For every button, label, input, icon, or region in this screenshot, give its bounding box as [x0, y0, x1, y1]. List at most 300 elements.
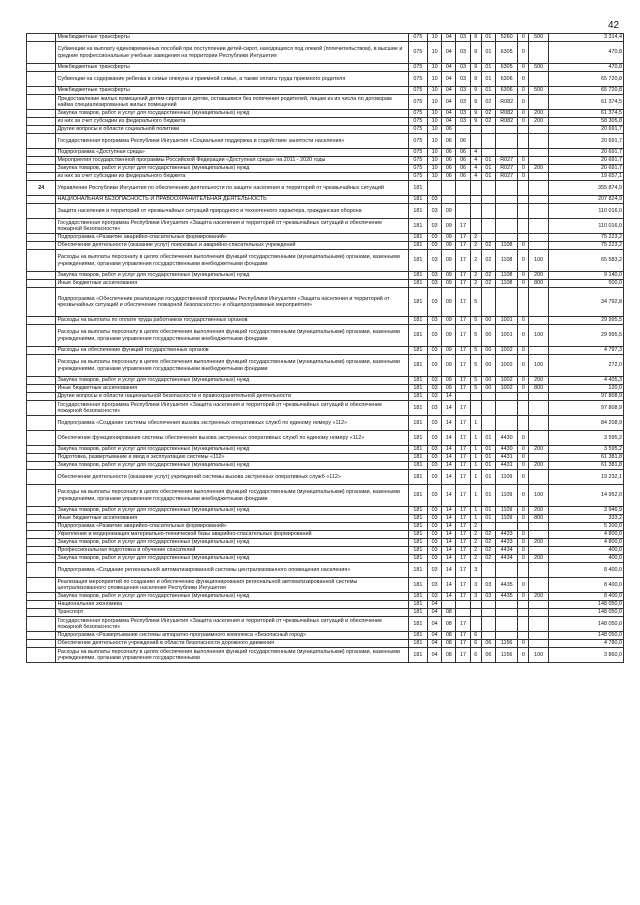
item-name-cell: Закупка товаров, работ и услуг для государственных (муниципальных) нужд [56, 507, 408, 515]
row-number-cell [27, 485, 56, 507]
direction-cell: 4430 [495, 446, 517, 454]
subsection-cell: 09 [442, 355, 456, 377]
program-cell: 17 [456, 401, 470, 416]
section-cell: 10 [428, 149, 442, 157]
event-cell: 01 [481, 173, 495, 181]
subsection-cell: 04 [442, 42, 456, 64]
grbs-cell: 181 [408, 507, 427, 515]
grbs-cell: 181 [408, 470, 427, 485]
extra-cell [518, 234, 529, 242]
section-cell: 10 [428, 87, 442, 95]
event-cell: 02 [481, 539, 495, 547]
subsection-cell: 09 [442, 219, 456, 234]
subsection-cell [442, 601, 456, 609]
item-name-cell: Транспорт [56, 609, 408, 617]
expense-type-cell [529, 393, 548, 401]
section-cell: 03 [428, 523, 442, 531]
item-name-cell: Подпрограмма «Развитие аварийно-спасательных формирований» [56, 523, 408, 531]
section-cell: 10 [428, 118, 442, 126]
subprogram-cell: 9 [470, 118, 481, 126]
amount-cell: 75 223,2 [548, 242, 623, 250]
table-row [27, 347, 624, 355]
item-name-cell: Мероприятия государственной программы Российской Федерации «Доступная среда» на 2011 - 2020 годы [56, 157, 408, 165]
row-number-cell [27, 507, 56, 515]
extra-cell: 0 [518, 507, 529, 515]
extra-cell: 0 [518, 280, 529, 288]
row-number-cell [27, 416, 56, 431]
grbs-cell: 181 [408, 204, 427, 219]
extra-cell: 0 [518, 648, 529, 663]
row-number-cell [27, 149, 56, 157]
program-cell: 17 [456, 539, 470, 547]
extra-cell [518, 288, 529, 317]
expense-type-cell [529, 632, 548, 640]
extra-cell: 0 [518, 555, 529, 563]
subprogram-cell: 2 [470, 547, 481, 555]
grbs-cell: 181 [408, 280, 427, 288]
program-cell: 17 [456, 578, 470, 593]
row-number-cell [27, 134, 56, 149]
subprogram-cell: 6 [470, 640, 481, 648]
extra-cell: 0 [518, 173, 529, 181]
extra-cell: 0 [518, 640, 529, 648]
row-number-cell [27, 609, 56, 617]
table-row [27, 640, 624, 648]
subsection-cell: 09 [442, 234, 456, 242]
row-number-cell [27, 385, 56, 393]
program-cell: 03 [456, 42, 470, 64]
amount-cell: 29 995,5 [548, 325, 623, 347]
expense-type-cell [529, 134, 548, 149]
row-number-cell [27, 219, 56, 234]
amount-cell: 148 050,0 [548, 609, 623, 617]
event-cell: 02 [481, 110, 495, 118]
program-cell: 17 [456, 250, 470, 272]
item-name-cell: Закупка товаров, работ и услуг для государственных (муниципальных) нужд [56, 272, 408, 280]
table-row [27, 250, 624, 272]
subsection-cell: 14 [442, 515, 456, 523]
subprogram-cell: 5 [470, 325, 481, 347]
table-row [27, 87, 624, 95]
item-name-cell: Подпрограмма «Создание региональной автоматизированной системы централизованного оповещения населения» [56, 563, 408, 578]
expense-type-cell [529, 416, 548, 431]
subprogram-cell: 9 [470, 95, 481, 110]
grbs-cell: 181 [408, 431, 427, 446]
subprogram-cell: 5 [470, 317, 481, 325]
extra-cell: 0 [518, 157, 529, 165]
subsection-cell: 14 [442, 416, 456, 431]
subprogram-cell: 9 [470, 110, 481, 118]
event-cell [481, 134, 495, 149]
table-row [27, 446, 624, 454]
item-name-cell: Профессиональная подготовка и обучение спасателей [56, 547, 408, 555]
item-name-cell: Реализация мероприятий по созданию и обеспечению функционирования региональной автоматизированной системы централизованного оповещения населения Республики Ингушетия [56, 578, 408, 593]
item-name-cell: Иные бюджетные ассигнования [56, 515, 408, 523]
subsection-cell [442, 196, 456, 204]
expense-type-cell: 100 [529, 250, 548, 272]
table-row [27, 149, 624, 157]
expense-type-cell [529, 288, 548, 317]
section-cell: 03 [428, 507, 442, 515]
section-cell: 10 [428, 72, 442, 87]
table-row [27, 539, 624, 547]
expense-type-cell: 200 [529, 507, 548, 515]
amount-cell: 4 405,3 [548, 377, 623, 385]
extra-cell [518, 401, 529, 416]
table-row [27, 219, 624, 234]
direction-cell: 1108 [495, 250, 517, 272]
program-cell [456, 196, 470, 204]
subsection-cell: 14 [442, 547, 456, 555]
subprogram-cell: 2 [470, 234, 481, 242]
table-row [27, 173, 624, 181]
expense-type-cell: 200 [529, 110, 548, 118]
item-name-cell: Закупка товаров, работ и услуг для государственных (муниципальных) нужд [56, 539, 408, 547]
program-cell: 17 [456, 416, 470, 431]
amount-cell: 207 824,9 [548, 196, 623, 204]
section-cell: 03 [428, 539, 442, 547]
row-number-cell [27, 325, 56, 347]
table-row [27, 355, 624, 377]
amount-cell: 20 691,7 [548, 126, 623, 134]
program-cell: 17 [456, 288, 470, 317]
row-number-cell [27, 555, 56, 563]
subprogram-cell [470, 134, 481, 149]
section-cell: 03 [428, 317, 442, 325]
subsection-cell: 09 [442, 317, 456, 325]
expense-type-cell [529, 234, 548, 242]
section-cell: 03 [428, 446, 442, 454]
section-cell: 03 [428, 593, 442, 601]
section-cell: 03 [428, 196, 442, 204]
expense-type-cell [529, 454, 548, 462]
program-cell: 03 [456, 34, 470, 42]
row-number-cell [27, 601, 56, 609]
table-row [27, 377, 624, 385]
direction-cell: 1108 [495, 272, 517, 280]
expense-type-cell: 800 [529, 385, 548, 393]
section-cell: 03 [428, 272, 442, 280]
extra-cell: 0 [518, 470, 529, 485]
subprogram-cell: 4 [470, 173, 481, 181]
table-row [27, 118, 624, 126]
expense-type-cell [529, 547, 548, 555]
expense-type-cell [529, 401, 548, 416]
item-name-cell: Расходы на выплаты персоналу в целях обеспечения выполнения функций государственными (муниципальными) органами, казенными учреждениями, органами управления государственными внебюджетными фондами [56, 250, 408, 272]
section-cell: 04 [428, 609, 442, 617]
subsection-cell: 04 [442, 95, 456, 110]
program-cell: 17 [456, 523, 470, 531]
row-number-cell [27, 446, 56, 454]
row-number-cell [27, 242, 56, 250]
expense-type-cell [529, 531, 548, 539]
grbs-cell: 181 [408, 632, 427, 640]
program-cell: 06 [456, 165, 470, 173]
subsection-cell: 14 [442, 454, 456, 462]
table-row [27, 393, 624, 401]
subsection-cell: 06 [442, 134, 456, 149]
table-row [27, 95, 624, 110]
amount-cell: 58 305,8 [548, 118, 623, 126]
expense-type-cell [529, 640, 548, 648]
program-cell: 17 [456, 431, 470, 446]
section-cell: 04 [428, 640, 442, 648]
section-cell: 10 [428, 110, 442, 118]
extra-cell: 0 [518, 95, 529, 110]
direction-cell [495, 523, 517, 531]
grbs-cell: 181 [408, 454, 427, 462]
table-row [27, 431, 624, 446]
amount-cell: 20 691,7 [548, 157, 623, 165]
amount-cell: 272,0 [548, 355, 623, 377]
grbs-cell: 181 [408, 531, 427, 539]
extra-cell [518, 563, 529, 578]
direction-cell: R027 [495, 157, 517, 165]
direction-cell [495, 416, 517, 431]
subprogram-cell [470, 126, 481, 134]
subsection-cell: 14 [442, 555, 456, 563]
grbs-cell: 181 [408, 234, 427, 242]
table-row [27, 181, 624, 196]
direction-cell: 1001 [495, 325, 517, 347]
expense-type-cell: 200 [529, 165, 548, 173]
event-cell: 01 [481, 157, 495, 165]
grbs-cell: 181 [408, 515, 427, 523]
direction-cell: 1108 [495, 242, 517, 250]
subsection-cell: 08 [442, 617, 456, 632]
grbs-cell: 075 [408, 149, 427, 157]
table-row [27, 609, 624, 617]
program-cell: 17 [456, 385, 470, 393]
program-cell: 03 [456, 118, 470, 126]
extra-cell: 0 [518, 446, 529, 454]
program-cell: 06 [456, 134, 470, 149]
expense-type-cell [529, 470, 548, 485]
direction-cell [495, 601, 517, 609]
item-name-cell: Расходы на выплаты по оплате труда работников государственных органов [56, 317, 408, 325]
extra-cell: 0 [518, 250, 529, 272]
grbs-cell: 181 [408, 219, 427, 234]
amount-cell: 84 208,9 [548, 416, 623, 431]
direction-cell: R082 [495, 95, 517, 110]
program-cell [456, 181, 470, 196]
expense-type-cell [529, 617, 548, 632]
row-number-cell [27, 347, 56, 355]
subprogram-cell: 4 [470, 149, 481, 157]
direction-cell [495, 204, 517, 219]
direction-cell: 1108 [495, 280, 517, 288]
expense-type-cell: 200 [529, 118, 548, 126]
subsection-cell: 09 [442, 288, 456, 317]
subprogram-cell: 2 [470, 242, 481, 250]
table-row [27, 470, 624, 485]
subsection-cell: 14 [442, 523, 456, 531]
row-number-cell [27, 118, 56, 126]
item-name-cell: Закупка товаров, работ и услуг для государственных (муниципальных) нужд [56, 110, 408, 118]
section-cell: 03 [428, 401, 442, 416]
section-cell: 03 [428, 242, 442, 250]
grbs-cell: 181 [408, 325, 427, 347]
section-cell: 03 [428, 234, 442, 242]
direction-cell: 4430 [495, 431, 517, 446]
table-body [27, 34, 624, 663]
program-cell: 03 [456, 110, 470, 118]
table-row [27, 632, 624, 640]
item-name-cell: Межбюджетные трансферты [56, 64, 408, 72]
amount-cell: 4 800,0 [548, 531, 623, 539]
grbs-cell: 181 [408, 485, 427, 507]
direction-cell: 1002 [495, 347, 517, 355]
item-name-cell: Расходы на выплаты персоналу в целях обеспечения выполнения функций государственными (муниципальными) органами, казенными учреждениями, органами управления государственными внебюджетными фондами [56, 325, 408, 347]
subprogram-cell: 3 [470, 563, 481, 578]
table-row [27, 110, 624, 118]
amount-cell: 400,0 [548, 555, 623, 563]
table-row [27, 272, 624, 280]
event-cell: 02 [481, 272, 495, 280]
section-cell: 03 [428, 250, 442, 272]
grbs-cell: 181 [408, 617, 427, 632]
program-cell: 03 [456, 87, 470, 95]
subsection-cell: 14 [442, 462, 456, 470]
expense-type-cell: 200 [529, 539, 548, 547]
section-cell: 03 [428, 547, 442, 555]
program-cell [456, 393, 470, 401]
row-number-cell [27, 173, 56, 181]
subprogram-cell: 1 [470, 515, 481, 523]
program-cell: 17 [456, 593, 470, 601]
subprogram-cell [470, 401, 481, 416]
expense-type-cell: 500 [529, 34, 548, 42]
subprogram-cell [470, 601, 481, 609]
event-cell: 02 [481, 555, 495, 563]
event-cell [481, 601, 495, 609]
section-cell: 03 [428, 288, 442, 317]
subprogram-cell: 9 [470, 72, 481, 87]
amount-cell: 4 797,3 [548, 347, 623, 355]
amount-cell: 470,8 [548, 42, 623, 64]
extra-cell [518, 601, 529, 609]
item-name-cell: Государственная программа Республики Ингушетия «Защита населения и территорий от чрезвычайных ситуаций и обеспечение пожарной безопасности» [56, 401, 408, 416]
event-cell [481, 393, 495, 401]
direction-cell: 1001 [495, 317, 517, 325]
direction-cell: 1156 [495, 640, 517, 648]
grbs-cell: 075 [408, 110, 427, 118]
extra-cell: 0 [518, 515, 529, 523]
item-name-cell: Субвенции на содержание ребенка в семье опекуна и приемной семье, а также оплата труда приемного родителя [56, 72, 408, 87]
event-cell: 02 [481, 95, 495, 110]
event-cell: 01 [481, 64, 495, 72]
subsection-cell: 04 [442, 64, 456, 72]
direction-cell: 1002 [495, 377, 517, 385]
extra-cell: 0 [518, 462, 529, 470]
row-number-cell: 24 [27, 181, 56, 196]
item-name-cell: Обеспечение деятельности (оказание услуг) учреждений системы вызова экстренных оперативных служб «112» [56, 470, 408, 485]
item-name-cell: Другие вопросы в области социальной политики [56, 126, 408, 134]
event-cell [481, 204, 495, 219]
amount-cell: 148 050,0 [548, 601, 623, 609]
extra-cell: 0 [518, 242, 529, 250]
extra-cell: 0 [518, 87, 529, 95]
grbs-cell: 075 [408, 72, 427, 87]
grbs-cell: 181 [408, 393, 427, 401]
amount-cell: 61 381,8 [548, 454, 623, 462]
event-cell: 02 [481, 242, 495, 250]
extra-cell: 0 [518, 531, 529, 539]
section-cell: 03 [428, 355, 442, 377]
row-number-cell [27, 72, 56, 87]
program-cell: 17 [456, 219, 470, 234]
direction-cell: 4431 [495, 462, 517, 470]
expense-type-cell [529, 578, 548, 593]
table-row [27, 385, 624, 393]
row-number-cell [27, 640, 56, 648]
item-name-cell: Расходы на выплаты персоналу в целях обеспечения выполнения функций государственными (муниципальными) органами, казенными учреждениями, органами управления государственными [56, 648, 408, 663]
row-number-cell [27, 355, 56, 377]
program-cell: 17 [456, 485, 470, 507]
section-cell: 04 [428, 617, 442, 632]
event-cell: 00 [481, 347, 495, 355]
subsection-cell: 14 [442, 446, 456, 454]
section-cell: 10 [428, 64, 442, 72]
extra-cell: 0 [518, 385, 529, 393]
program-cell: 17 [456, 377, 470, 385]
section-cell: 10 [428, 134, 442, 149]
expense-type-cell [529, 157, 548, 165]
item-name-cell: Государственная программа Республики Ингушетия «Защита населения и территорий от чрезвычайных ситуаций и обеспечение пожарной безопасности» [56, 617, 408, 632]
event-cell: 00 [481, 317, 495, 325]
expense-type-cell: 100 [529, 485, 548, 507]
direction-cell: R082 [495, 118, 517, 126]
item-name-cell: Закупка товаров, работ и услуг для государственных (муниципальных) нужд [56, 446, 408, 454]
expense-type-cell: 200 [529, 446, 548, 454]
table-row [27, 593, 624, 601]
event-cell [481, 234, 495, 242]
program-cell: 03 [456, 72, 470, 87]
program-cell: 17 [456, 531, 470, 539]
expense-type-cell: 200 [529, 377, 548, 385]
subsection-cell: 08 [442, 640, 456, 648]
section-cell: 03 [428, 454, 442, 462]
item-name-cell: Национальная экономика [56, 601, 408, 609]
grbs-cell: 181 [408, 416, 427, 431]
subsection-cell: 09 [442, 204, 456, 219]
extra-cell [518, 617, 529, 632]
expense-type-cell [529, 601, 548, 609]
row-number-cell [27, 547, 56, 555]
extra-cell: 0 [518, 165, 529, 173]
direction-cell: 5260 [495, 34, 517, 42]
event-cell: 00 [481, 385, 495, 393]
amount-cell: 75 223,2 [548, 234, 623, 242]
subsection-cell: 09 [442, 272, 456, 280]
program-cell: 17 [456, 470, 470, 485]
row-number-cell [27, 317, 56, 325]
expense-type-cell [529, 523, 548, 531]
direction-cell: 1156 [495, 648, 517, 663]
row-number-cell [27, 515, 56, 523]
event-cell [481, 401, 495, 416]
table-row [27, 317, 624, 325]
program-cell: 17 [456, 272, 470, 280]
expense-type-cell: 100 [529, 355, 548, 377]
direction-cell: 4435 [495, 578, 517, 593]
direction-cell [495, 632, 517, 640]
subsection-cell: 14 [442, 539, 456, 547]
table-row [27, 617, 624, 632]
subprogram-cell: 9 [470, 87, 481, 95]
subsection-cell: 06 [442, 173, 456, 181]
amount-cell: 3 595,2 [548, 446, 623, 454]
